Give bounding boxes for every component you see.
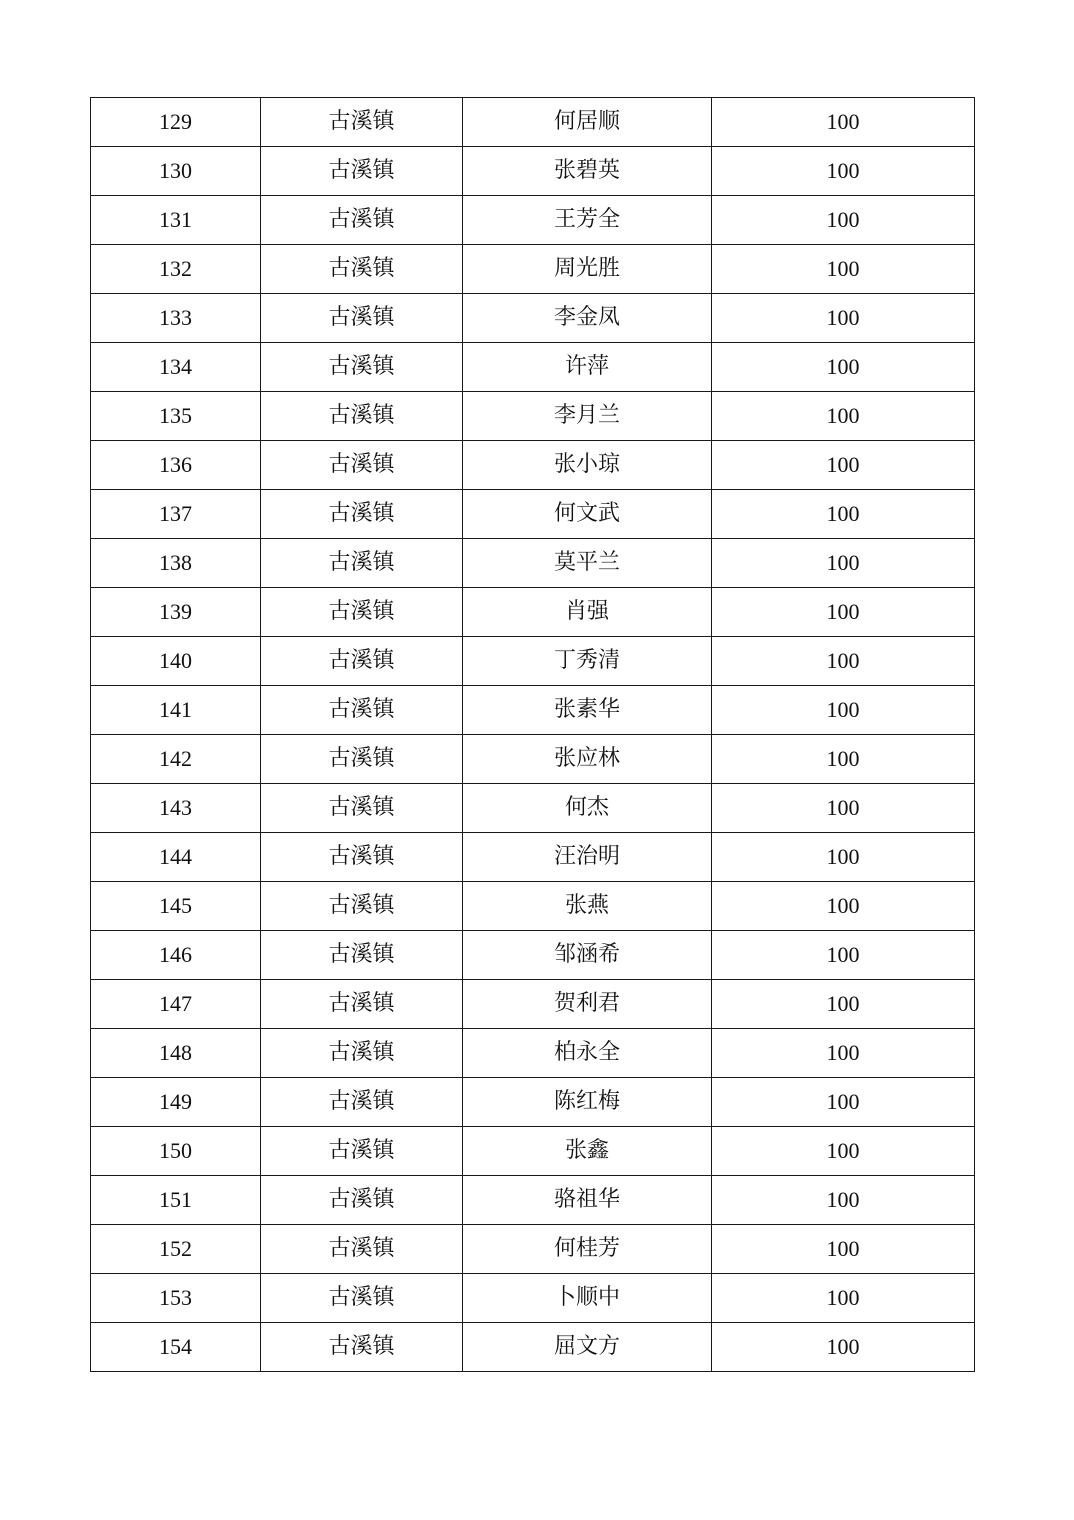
town-cell: 古溪镇 xyxy=(261,637,463,686)
table-row xyxy=(91,1225,975,1274)
amount-cell: 100 xyxy=(712,1127,975,1176)
row-number-cell: 149 xyxy=(91,1078,261,1127)
table-row xyxy=(91,490,975,539)
town-cell: 古溪镇 xyxy=(261,343,463,392)
person-name-cell: 张素华 xyxy=(463,686,712,735)
amount-cell: 100 xyxy=(712,539,975,588)
amount-cell: 100 xyxy=(712,686,975,735)
town-cell: 古溪镇 xyxy=(261,1029,463,1078)
amount-cell: 100 xyxy=(712,882,975,931)
person-name-cell: 丁秀清 xyxy=(463,637,712,686)
row-number-cell: 135 xyxy=(91,392,261,441)
row-number-cell: 141 xyxy=(91,686,261,735)
row-number-cell: 144 xyxy=(91,833,261,882)
row-number-cell: 147 xyxy=(91,980,261,1029)
table-row xyxy=(91,882,975,931)
town-cell: 古溪镇 xyxy=(261,1078,463,1127)
amount-cell: 100 xyxy=(712,735,975,784)
town-cell: 古溪镇 xyxy=(261,1176,463,1225)
table-row xyxy=(91,686,975,735)
table-row xyxy=(91,637,975,686)
table-row xyxy=(91,441,975,490)
person-name-cell: 李月兰 xyxy=(463,392,712,441)
table-row xyxy=(91,98,975,147)
table-row xyxy=(91,1176,975,1225)
table-row xyxy=(91,196,975,245)
person-name-cell: 何文武 xyxy=(463,490,712,539)
amount-cell: 100 xyxy=(712,245,975,294)
town-cell: 古溪镇 xyxy=(261,1127,463,1176)
person-name-cell: 张小琼 xyxy=(463,441,712,490)
table-row xyxy=(91,1127,975,1176)
amount-cell: 100 xyxy=(712,392,975,441)
town-cell: 古溪镇 xyxy=(261,98,463,147)
person-name-cell: 莫平兰 xyxy=(463,539,712,588)
person-name-cell: 柏永全 xyxy=(463,1029,712,1078)
town-cell: 古溪镇 xyxy=(261,1323,463,1372)
amount-cell: 100 xyxy=(712,784,975,833)
table-row xyxy=(91,588,975,637)
person-name-cell: 屈文方 xyxy=(463,1323,712,1372)
person-name-cell: 卜顺中 xyxy=(463,1274,712,1323)
town-cell: 古溪镇 xyxy=(261,735,463,784)
person-name-cell: 肖强 xyxy=(463,588,712,637)
town-cell: 古溪镇 xyxy=(261,441,463,490)
person-name-cell: 何杰 xyxy=(463,784,712,833)
town-cell: 古溪镇 xyxy=(261,539,463,588)
row-number-cell: 139 xyxy=(91,588,261,637)
person-name-cell: 王芳全 xyxy=(463,196,712,245)
amount-cell: 100 xyxy=(712,294,975,343)
row-number-cell: 152 xyxy=(91,1225,261,1274)
town-cell: 古溪镇 xyxy=(261,1274,463,1323)
town-cell: 古溪镇 xyxy=(261,882,463,931)
row-number-cell: 142 xyxy=(91,735,261,784)
person-name-cell: 张燕 xyxy=(463,882,712,931)
table-row xyxy=(91,980,975,1029)
table-row xyxy=(91,833,975,882)
amount-cell: 100 xyxy=(712,147,975,196)
table-row xyxy=(91,539,975,588)
row-number-cell: 131 xyxy=(91,196,261,245)
table-row xyxy=(91,147,975,196)
person-name-cell: 张应林 xyxy=(463,735,712,784)
table-row xyxy=(91,294,975,343)
row-number-cell: 134 xyxy=(91,343,261,392)
amount-cell: 100 xyxy=(712,980,975,1029)
amount-cell: 100 xyxy=(712,1078,975,1127)
row-number-cell: 148 xyxy=(91,1029,261,1078)
town-cell: 古溪镇 xyxy=(261,980,463,1029)
person-name-cell: 许萍 xyxy=(463,343,712,392)
row-number-cell: 132 xyxy=(91,245,261,294)
amount-cell: 100 xyxy=(712,588,975,637)
town-cell: 古溪镇 xyxy=(261,294,463,343)
row-number-cell: 146 xyxy=(91,931,261,980)
amount-cell: 100 xyxy=(712,343,975,392)
subsidy-list-table xyxy=(90,97,975,1372)
amount-cell: 100 xyxy=(712,833,975,882)
person-name-cell: 何居顺 xyxy=(463,98,712,147)
row-number-cell: 137 xyxy=(91,490,261,539)
town-cell: 古溪镇 xyxy=(261,392,463,441)
row-number-cell: 133 xyxy=(91,294,261,343)
table-row xyxy=(91,784,975,833)
row-number-cell: 129 xyxy=(91,98,261,147)
amount-cell: 100 xyxy=(712,637,975,686)
table-row xyxy=(91,1274,975,1323)
amount-cell: 100 xyxy=(712,1225,975,1274)
town-cell: 古溪镇 xyxy=(261,931,463,980)
table-body xyxy=(91,98,975,1372)
table-row xyxy=(91,245,975,294)
row-number-cell: 145 xyxy=(91,882,261,931)
town-cell: 古溪镇 xyxy=(261,490,463,539)
table-row xyxy=(91,343,975,392)
person-name-cell: 张碧英 xyxy=(463,147,712,196)
amount-cell: 100 xyxy=(712,196,975,245)
amount-cell: 100 xyxy=(712,931,975,980)
row-number-cell: 130 xyxy=(91,147,261,196)
row-number-cell: 151 xyxy=(91,1176,261,1225)
amount-cell: 100 xyxy=(712,1323,975,1372)
amount-cell: 100 xyxy=(712,1029,975,1078)
town-cell: 古溪镇 xyxy=(261,686,463,735)
row-number-cell: 136 xyxy=(91,441,261,490)
amount-cell: 100 xyxy=(712,490,975,539)
town-cell: 古溪镇 xyxy=(261,196,463,245)
table-row xyxy=(91,931,975,980)
table-row xyxy=(91,735,975,784)
person-name-cell: 贺利君 xyxy=(463,980,712,1029)
amount-cell: 100 xyxy=(712,1274,975,1323)
person-name-cell: 邹涵希 xyxy=(463,931,712,980)
person-name-cell: 汪治明 xyxy=(463,833,712,882)
row-number-cell: 140 xyxy=(91,637,261,686)
amount-cell: 100 xyxy=(712,1176,975,1225)
person-name-cell: 骆祖华 xyxy=(463,1176,712,1225)
table-row xyxy=(91,1078,975,1127)
town-cell: 古溪镇 xyxy=(261,147,463,196)
amount-cell: 100 xyxy=(712,98,975,147)
person-name-cell: 陈红梅 xyxy=(463,1078,712,1127)
row-number-cell: 154 xyxy=(91,1323,261,1372)
person-name-cell: 何桂芳 xyxy=(463,1225,712,1274)
row-number-cell: 153 xyxy=(91,1274,261,1323)
table-row xyxy=(91,1029,975,1078)
amount-cell: 100 xyxy=(712,441,975,490)
town-cell: 古溪镇 xyxy=(261,588,463,637)
person-name-cell: 周光胜 xyxy=(463,245,712,294)
town-cell: 古溪镇 xyxy=(261,784,463,833)
row-number-cell: 138 xyxy=(91,539,261,588)
person-name-cell: 张鑫 xyxy=(463,1127,712,1176)
town-cell: 古溪镇 xyxy=(261,833,463,882)
row-number-cell: 150 xyxy=(91,1127,261,1176)
person-name-cell: 李金凤 xyxy=(463,294,712,343)
town-cell: 古溪镇 xyxy=(261,1225,463,1274)
row-number-cell: 143 xyxy=(91,784,261,833)
table-row xyxy=(91,1323,975,1372)
town-cell: 古溪镇 xyxy=(261,245,463,294)
table-row xyxy=(91,392,975,441)
